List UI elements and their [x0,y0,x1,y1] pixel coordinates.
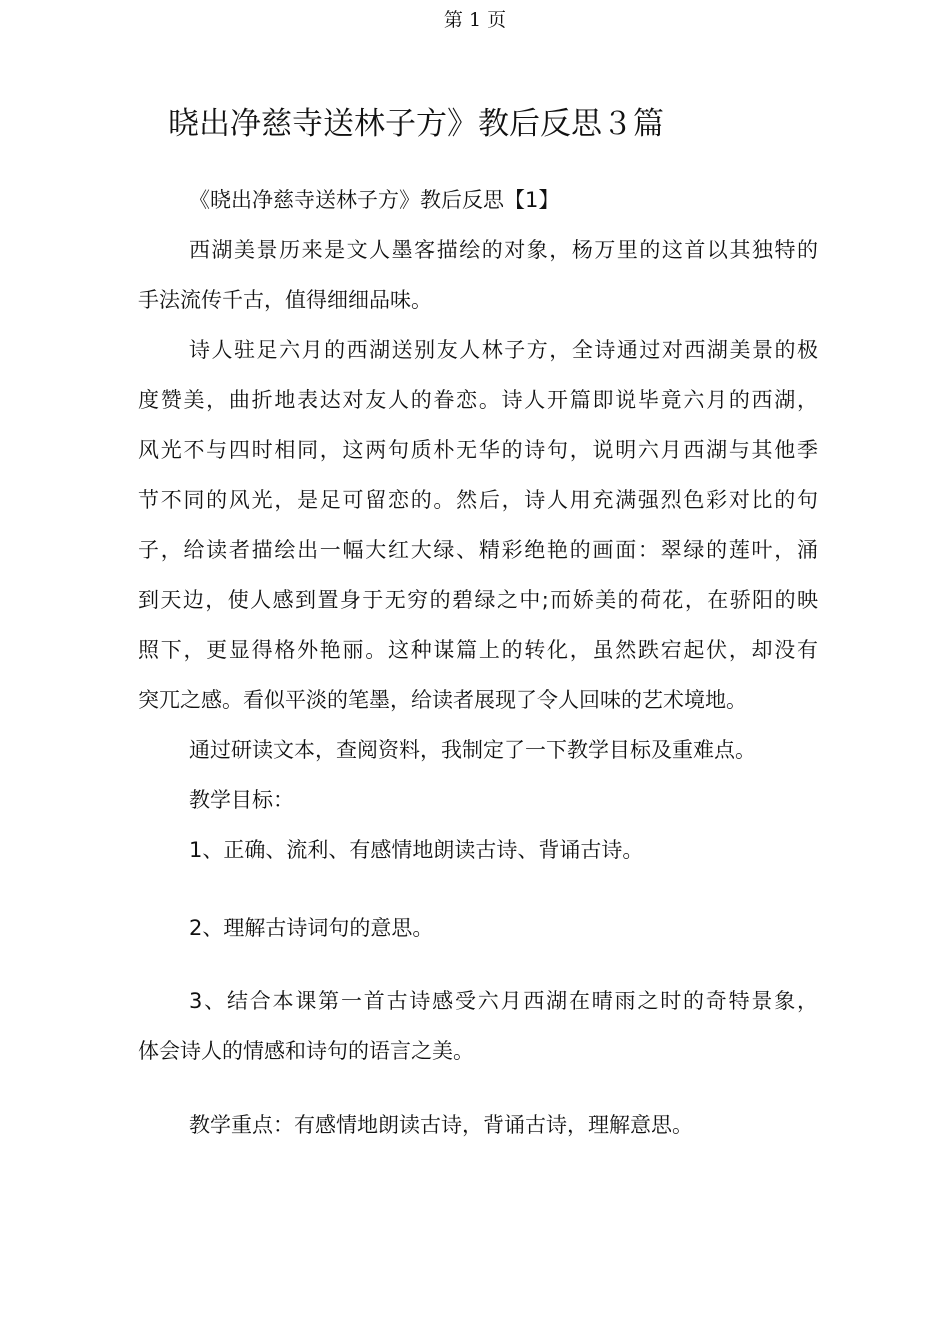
paragraph-line: 风光不与四时相同，这两句质朴无华的诗句，说明六月西湖与其他季 [138,438,818,462]
page-number-header: 第 1 页 [443,9,507,31]
paragraph-line: 节不同的风光，是足可留恋的。然后，诗人用充满强烈色彩对比的句 [138,488,818,512]
paragraph-line: 突兀之感。看似平淡的笔墨，给读者展现了令人回味的艺术境地。 [138,688,747,712]
objective-item-continuation: 体会诗人的情感和诗句的语言之美。 [138,1039,474,1063]
document-title: 晓出净慈寺送林子方》教后反思３篇 [168,106,664,142]
paragraph-line: 照下，更显得格外艳丽。这种谋篇上的转化，虽然跌宕起伏，却没有 [138,638,818,662]
objective-item: 2、理解古诗词句的意思。 [189,916,434,940]
paragraph-line: 子，给读者描绘出一幅大红大绿、精彩绝艳的画面：翠绿的莲叶，涌 [138,538,818,562]
paragraph-line: 西湖美景历来是文人墨客描绘的对象，杨万里的这首以其独特的 [189,238,818,262]
paragraph-line: 诗人驻足六月的西湖送别友人林子方，全诗通过对西湖美景的极 [189,338,818,362]
paragraph-line: 通过研读文本，查阅资料，我制定了一下教学目标及重难点。 [189,738,756,762]
paragraph-line: 手法流传千古，值得细细品味。 [138,288,432,312]
paragraph-line: 到天边，使人感到置身于无穷的碧绿之中;而娇美的荷花，在骄阳的映 [138,588,818,612]
objective-item: 1、正确、流利、有感情地朗读古诗、背诵古诗。 [189,838,644,862]
paragraph-line: 度赞美，曲折地表达对友人的眷恋。诗人开篇即说毕竟六月的西湖， [138,388,818,412]
objectives-heading: 教学目标： [189,788,294,812]
objective-item: 3、结合本课第一首古诗感受六月西湖在晴雨之时的奇特景象， [189,989,818,1013]
key-points-line: 教学重点：有感情地朗读古诗，背诵古诗，理解意思。 [189,1113,693,1137]
section-heading: 《晓出净慈寺送林子方》教后反思【1】 [189,188,560,212]
